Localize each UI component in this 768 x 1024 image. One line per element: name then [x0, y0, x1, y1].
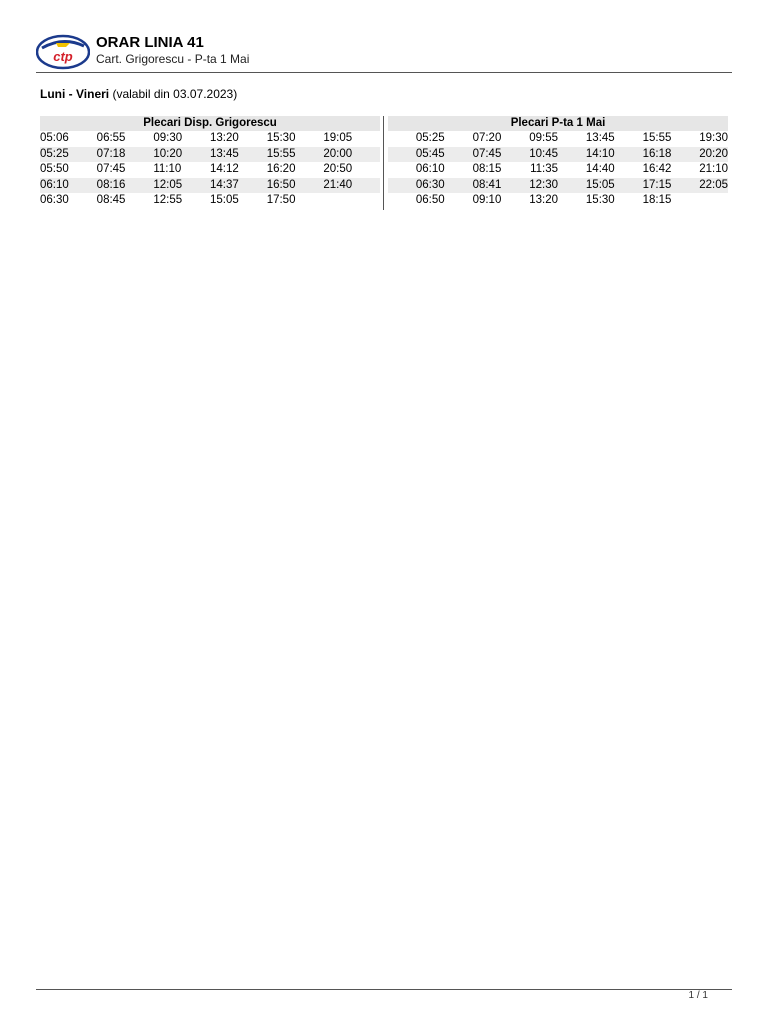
table-row [388, 162, 728, 178]
departures-pta-1-mai [388, 116, 728, 209]
departure-time: 08:45 [96, 194, 126, 206]
table-row [388, 178, 728, 194]
panel-header: Plecari P-ta 1 Mai [388, 116, 728, 131]
departure-time: 20:00 [323, 147, 353, 160]
table-row [388, 147, 728, 163]
departure-time: 09:10 [472, 194, 502, 206]
departure-time: 15:30 [585, 194, 615, 206]
table-row [40, 147, 380, 163]
table-row [40, 162, 380, 178]
departure-time [323, 193, 380, 209]
departure-time: 06:30 [415, 178, 445, 191]
departure-time: 13:45 [585, 132, 615, 144]
table-row [40, 131, 380, 147]
table-row [388, 131, 728, 147]
departure-time: 20:20 [699, 147, 729, 160]
departure-time: 16:42 [642, 163, 672, 175]
validity-label: (valabil din 03.07.2023) [112, 87, 238, 101]
logo-text: ctp [53, 49, 73, 64]
departure-time: 08:15 [472, 163, 502, 175]
departure-time: 20:50 [323, 163, 353, 175]
departure-time: 21:40 [323, 178, 353, 191]
departure-time: 14:40 [585, 163, 615, 175]
departure-time: 13:20 [529, 194, 559, 206]
panel-divider [383, 116, 384, 210]
departure-time: 15:05 [585, 178, 615, 191]
departure-time: 14:37 [210, 178, 239, 191]
departure-time: 17:50 [266, 194, 296, 206]
departure-time: 07:45 [472, 147, 502, 160]
departure-time: 11:35 [530, 163, 559, 175]
days-label: Luni - Vineri [40, 87, 110, 101]
panel-header: Plecari Disp. Grigorescu [40, 116, 380, 131]
departure-time: 21:10 [699, 163, 729, 175]
departure-time: 08:16 [96, 178, 126, 191]
departure-time: 07:18 [96, 147, 126, 160]
departure-time: 14:12 [210, 163, 239, 175]
departure-time: 09:30 [153, 132, 183, 144]
table-row [40, 193, 380, 209]
departure-time: 14:10 [585, 147, 615, 160]
route-subtitle: Cart. Grigorescu - P-ta 1 Mai [96, 52, 250, 66]
ctp-logo-icon [36, 34, 90, 70]
page-header [36, 32, 732, 72]
departure-time: 07:45 [96, 163, 126, 175]
schedule-days [40, 87, 237, 101]
departure-time: 15:30 [266, 132, 296, 144]
page-number: 1 / 1 [688, 990, 708, 1001]
departure-time: 05:45 [415, 147, 445, 160]
departure-time: 07:20 [472, 132, 502, 144]
page-title: ORAR LINIA 41 [96, 34, 204, 51]
departure-time: 08:41 [472, 178, 502, 191]
departure-time: 10:45 [529, 147, 559, 160]
departure-time: 06:55 [96, 132, 126, 144]
departure-time: 05:06 [40, 132, 69, 144]
departure-time: 13:20 [210, 132, 239, 144]
departure-time: 06:10 [40, 178, 69, 191]
departure-time: 05:25 [415, 132, 445, 144]
departure-time: 19:30 [699, 132, 729, 144]
departure-time: 16:18 [642, 147, 672, 160]
departure-time: 12:05 [153, 178, 183, 191]
footer-divider [36, 989, 732, 990]
departure-time: 16:50 [266, 178, 296, 191]
departure-time: 19:05 [323, 132, 353, 144]
departure-time [671, 193, 728, 209]
departure-time: 22:05 [699, 178, 729, 191]
departure-time: 05:50 [40, 163, 69, 175]
departure-time: 06:30 [40, 194, 69, 206]
table-row [388, 193, 728, 209]
departures-grigorescu [40, 116, 380, 209]
departure-time: 10:20 [153, 147, 183, 160]
table-row [40, 178, 380, 194]
departure-time: 12:55 [153, 194, 183, 206]
departure-time: 09:55 [529, 132, 559, 144]
departure-time: 05:25 [40, 147, 69, 160]
departure-time: 15:55 [266, 147, 296, 160]
departure-time: 13:45 [210, 147, 239, 160]
departure-time: 06:50 [415, 194, 445, 206]
departure-time: 06:10 [415, 163, 445, 175]
header-divider [36, 72, 732, 73]
departure-time: 17:15 [642, 178, 672, 191]
departure-time: 11:10 [153, 163, 182, 175]
departure-time: 18:15 [642, 194, 672, 206]
departure-time: 15:55 [642, 132, 672, 144]
departure-time: 12:30 [529, 178, 559, 191]
departure-time: 15:05 [210, 194, 239, 206]
departure-time: 16:20 [266, 163, 296, 175]
